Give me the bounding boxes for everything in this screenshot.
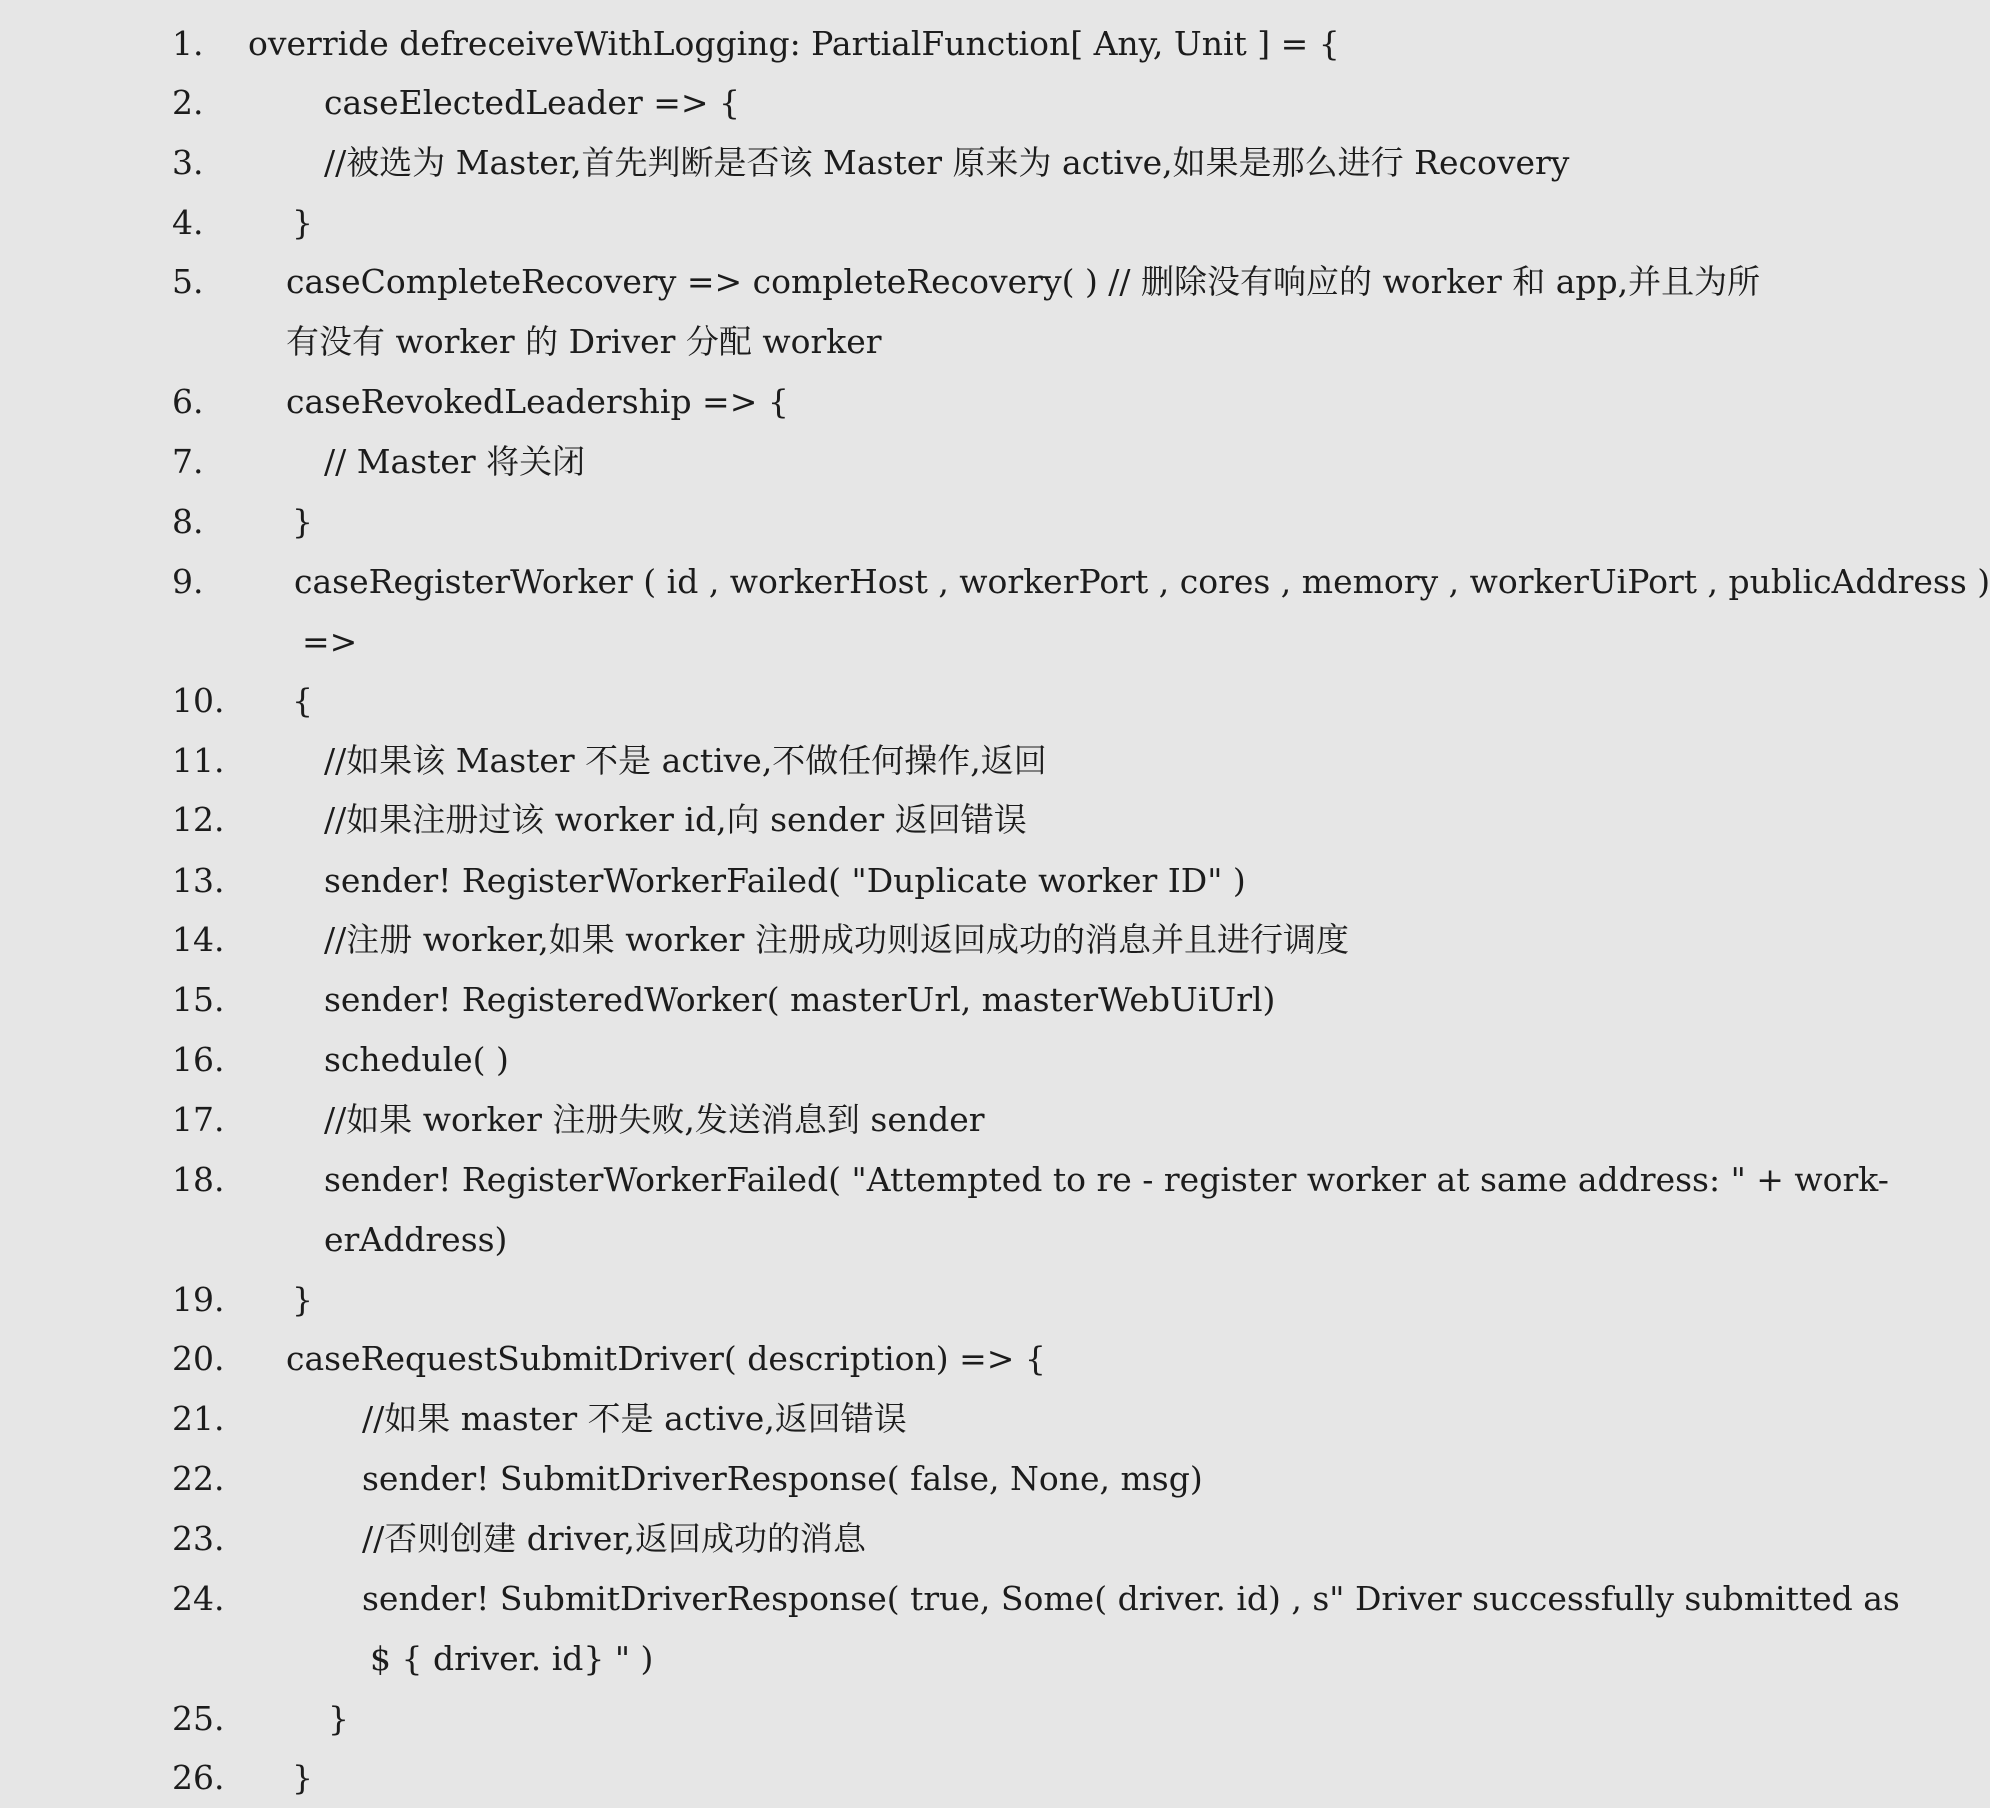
line-text: sender! SubmitDriverResponse( false, None, msg) <box>362 1459 1203 1498</box>
line-text: } <box>328 1699 349 1738</box>
line-number: 6. <box>172 382 204 421</box>
line-number: 24. <box>172 1579 225 1618</box>
line-number: 20. <box>172 1339 225 1378</box>
code-line <box>0 432 1759 492</box>
code-line <box>0 731 1759 791</box>
line-text: //如果注册过该 worker id,向 sender 返回错误 <box>324 800 1027 839</box>
code-line <box>0 1449 1759 1509</box>
line-number: 15. <box>172 980 225 1019</box>
line-continuation: 有没有 worker 的 Driver 分配 worker <box>286 322 882 361</box>
line-number: 7. <box>172 442 204 481</box>
code-line <box>0 133 1759 193</box>
code-line <box>0 252 1761 361</box>
line-text: caseRequestSubmitDriver( description) => { <box>286 1339 1046 1378</box>
code-line <box>0 1748 1759 1795</box>
line-text: caseElectedLeader => { <box>324 83 741 122</box>
code-line <box>0 1569 1900 1678</box>
code-line <box>0 1150 1889 1259</box>
line-number: 18. <box>172 1160 225 1199</box>
code-line <box>0 1270 1759 1330</box>
line-text: //否则创建 driver,返回成功的消息 <box>362 1519 866 1558</box>
line-continuation: $ { driver. id} " ) <box>370 1639 654 1678</box>
line-number: 8. <box>172 502 204 541</box>
line-text: sender! SubmitDriverResponse( true, Some( driver. id) , s" Driver successfully submitted as <box>362 1579 1900 1618</box>
line-text: } <box>292 502 313 541</box>
line-number: 9. <box>172 562 204 601</box>
line-text: caseCompleteRecovery => completeRecovery( ) // 删除没有响应的 worker 和 app,并且为所 <box>286 262 1761 301</box>
line-text: { <box>292 681 313 720</box>
code-line <box>0 1030 1759 1090</box>
line-continuation: => <box>302 622 358 661</box>
code-line <box>0 193 1759 253</box>
line-text: sender! RegisterWorkerFailed( "Duplicate worker ID" ) <box>324 861 1246 900</box>
line-number: 4. <box>172 203 204 242</box>
line-text: sender! RegisterWorkerFailed( "Attempted to re - register worker at same address: " + work- <box>324 1160 1889 1199</box>
line-number: 5. <box>172 262 204 301</box>
line-number: 25. <box>172 1699 225 1738</box>
code-line <box>0 970 1759 1030</box>
line-text: //注册 worker,如果 worker 注册成功则返回成功的消息并且进行调度 <box>324 920 1349 959</box>
line-text: sender! RegisteredWorker( masterUrl, masterWebUiUrl) <box>324 980 1276 1019</box>
line-text: } <box>292 1758 313 1797</box>
line-number: 22. <box>172 1459 225 1498</box>
line-number: 1. <box>172 24 204 63</box>
code-line <box>0 1509 1759 1569</box>
line-text: schedule( ) <box>324 1040 509 1079</box>
line-number: 11. <box>172 741 225 780</box>
line-number: 3. <box>172 143 204 182</box>
line-number: 26. <box>172 1758 225 1797</box>
code-line <box>0 1329 1759 1389</box>
line-text: caseRevokedLeadership => { <box>286 382 789 421</box>
code-line <box>0 552 1990 661</box>
line-continuation: erAddress) <box>324 1220 508 1259</box>
line-number: 12. <box>172 800 225 839</box>
line-text: //如果该 Master 不是 active,不做任何操作,返回 <box>324 741 1047 780</box>
code-line <box>0 372 1759 432</box>
line-number: 19. <box>172 1280 225 1319</box>
code-line <box>0 851 1759 911</box>
line-number: 16. <box>172 1040 225 1079</box>
code-line <box>0 492 1759 552</box>
line-text: caseRegisterWorker ( id , workerHost , workerPort , cores , memory , workerUiPort , publicAddress ) <box>294 562 1990 601</box>
line-number: 21. <box>172 1399 225 1438</box>
line-number: 23. <box>172 1519 225 1558</box>
line-text: } <box>292 1280 313 1319</box>
line-number: 13. <box>172 861 225 900</box>
code-line <box>0 1090 1759 1150</box>
line-text: } <box>292 203 313 242</box>
code-line <box>0 910 1759 970</box>
code-line <box>0 671 1759 731</box>
line-text: //如果 worker 注册失败,发送消息到 sender <box>324 1100 985 1139</box>
line-number: 17. <box>172 1100 225 1139</box>
code-line <box>0 14 1759 74</box>
line-number: 14. <box>172 920 225 959</box>
line-number: 10. <box>172 681 225 720</box>
line-text: // Master 将关闭 <box>324 442 586 481</box>
line-text: override defreceiveWithLogging: PartialFunction[ Any, Unit ] = { <box>248 24 1340 63</box>
code-line <box>0 1689 1759 1749</box>
code-line <box>0 790 1759 850</box>
line-number: 2. <box>172 83 204 122</box>
line-text: //如果 master 不是 active,返回错误 <box>362 1399 907 1438</box>
line-text: //被选为 Master,首先判断是否该 Master 原来为 active,如果是那么进行 Recovery <box>324 143 1570 182</box>
code-line <box>0 73 1759 133</box>
code-line <box>0 1389 1759 1449</box>
